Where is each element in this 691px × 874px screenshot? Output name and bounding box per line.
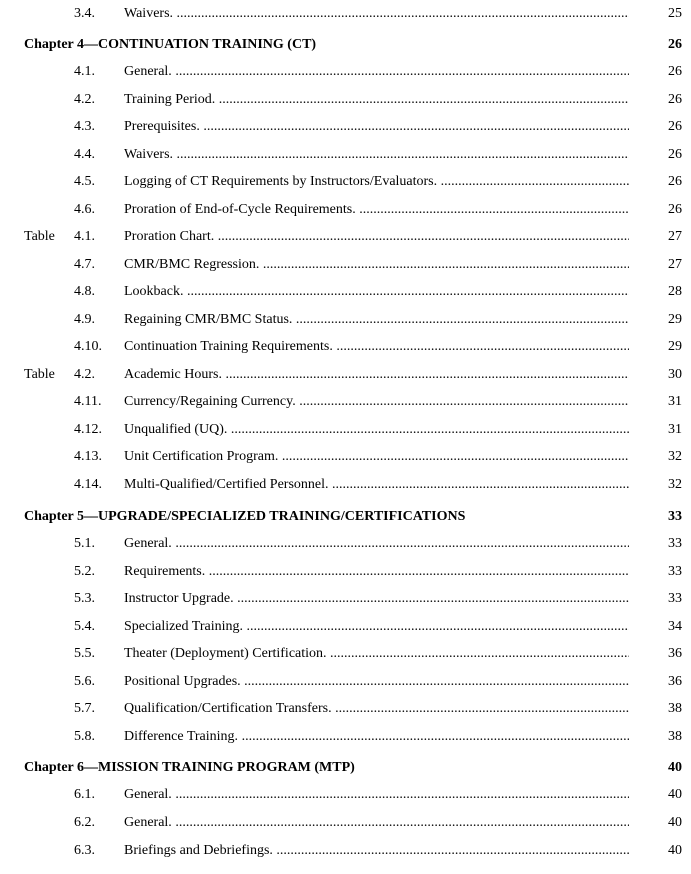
entry-title: Instructor Upgrade. .....: [124, 589, 629, 609]
entry-page: 38: [668, 729, 682, 744]
toc-entry[interactable]: [0, 200, 691, 220]
entry-number: 4.2.: [74, 367, 95, 382]
entry-page: 27: [668, 257, 682, 272]
toc-entry[interactable]: [0, 727, 691, 747]
entry-title: General. .....: [124, 785, 629, 805]
entry-number: 6.3.: [74, 843, 95, 858]
entry-number: 4.13.: [74, 449, 102, 464]
chapter-page: 33: [668, 509, 682, 524]
entry-number: 5.2.: [74, 564, 95, 579]
toc-entry[interactable]: [0, 255, 691, 275]
entry-title: General. .....: [124, 813, 629, 833]
entry-title: General. .....: [124, 534, 629, 554]
entry-page: 33: [668, 591, 682, 606]
chapter-page: 40: [668, 760, 682, 775]
entry-title: Academic Hours. .....: [124, 365, 629, 385]
entry-page: 33: [668, 536, 682, 551]
entry-number: 5.8.: [74, 729, 95, 744]
toc-entry[interactable]: [0, 282, 691, 302]
entry-title: Waivers. .....: [124, 145, 629, 165]
entry-page: 34: [668, 619, 682, 634]
entry-page: 26: [668, 92, 682, 107]
entry-number: 4.3.: [74, 119, 95, 134]
entry-page: 31: [668, 394, 682, 409]
entry-title: Logging of CT Requirements by Instructors/Evaluators. .....: [124, 172, 629, 192]
entry-page: 26: [668, 174, 682, 189]
entry-page: 28: [668, 284, 682, 299]
entry-number: 4.8.: [74, 284, 95, 299]
entry-page: 38: [668, 701, 682, 716]
entry-page: 40: [668, 815, 682, 830]
entry-page: 36: [668, 674, 682, 689]
entry-number: 4.5.: [74, 174, 95, 189]
toc-entry[interactable]: [0, 172, 691, 192]
entry-number: 4.14.: [74, 477, 102, 492]
entry-page: 26: [668, 119, 682, 134]
entry-title: Specialized Training. .....: [124, 617, 629, 637]
toc-entry[interactable]: [0, 90, 691, 110]
chapter-title: Chapter 5—UPGRADE/SPECIALIZED TRAINING/CERTIFICATIONS: [24, 509, 466, 524]
toc-entry[interactable]: [0, 475, 691, 495]
entry-prefix: Table: [24, 367, 55, 382]
chapter-5-heading[interactable]: [0, 507, 691, 527]
entry-number: 4.1.: [74, 64, 95, 79]
entry-title: Waivers. .....: [124, 4, 629, 24]
entry-title: Briefings and Debriefings. .....: [124, 841, 629, 861]
entry-number: 4.11.: [74, 394, 102, 409]
entry-page: 27: [668, 229, 682, 244]
entry-title: Multi-Qualified/Certified Personnel. .....: [124, 475, 629, 495]
entry-page: 29: [668, 339, 682, 354]
toc-entry[interactable]: [0, 841, 691, 861]
entry-page: 32: [668, 477, 682, 492]
toc-entry[interactable]: [0, 420, 691, 440]
entry-page: 29: [668, 312, 682, 327]
entry-number: 4.7.: [74, 257, 95, 272]
entry-number: 4.10.: [74, 339, 102, 354]
toc-entry-3-4[interactable]: [0, 4, 691, 24]
entry-number: 4.12.: [74, 422, 102, 437]
toc-entry[interactable]: [0, 589, 691, 609]
toc-entry[interactable]: [0, 644, 691, 664]
entry-number: 6.1.: [74, 787, 95, 802]
toc-entry[interactable]: [0, 562, 691, 582]
entry-page: 26: [668, 202, 682, 217]
chapter-title: Chapter 4—CONTINUATION TRAINING (CT): [24, 37, 317, 52]
toc-entry[interactable]: [0, 145, 691, 165]
entry-title: Continuation Training Requirements. .....: [124, 337, 629, 357]
toc-entry[interactable]: [0, 62, 691, 82]
toc-entry[interactable]: [0, 785, 691, 805]
entry-number: 3.4.: [74, 6, 95, 21]
entry-title: Positional Upgrades. .....: [124, 672, 629, 692]
entry-page: 26: [668, 147, 682, 162]
toc-entry[interactable]: [0, 117, 691, 137]
toc-entry[interactable]: [0, 392, 691, 412]
entry-page: 26: [668, 64, 682, 79]
entry-page: 25: [668, 6, 682, 21]
entry-title: Prerequisites. .....: [124, 117, 629, 137]
entry-page: 40: [668, 843, 682, 858]
entry-page: 36: [668, 646, 682, 661]
entry-title: General. .....: [124, 62, 629, 82]
entry-number: 4.1.: [74, 229, 95, 244]
entry-title: Unit Certification Program. .....: [124, 447, 629, 467]
entry-page: 33: [668, 564, 682, 579]
toc-entry[interactable]: [0, 672, 691, 692]
toc-entry[interactable]: [0, 447, 691, 467]
entry-number: 4.9.: [74, 312, 95, 327]
entry-title: Lookback. .....: [124, 282, 629, 302]
entry-number: 4.2.: [74, 92, 95, 107]
entry-title: Proration of End-of-Cycle Requirements. .....: [124, 200, 629, 220]
entry-page: 30: [668, 367, 682, 382]
entry-number: 5.7.: [74, 701, 95, 716]
entry-page: 40: [668, 787, 682, 802]
toc-entry[interactable]: [0, 699, 691, 719]
entry-number: 6.2.: [74, 815, 95, 830]
toc-entry[interactable]: [0, 365, 691, 385]
entry-title: Difference Training. .....: [124, 727, 629, 747]
entry-prefix: Table: [24, 229, 55, 244]
toc-entry[interactable]: [0, 227, 691, 247]
entry-number: 5.1.: [74, 536, 95, 551]
entry-title: Proration Chart. .....: [124, 227, 629, 247]
toc-entry[interactable]: [0, 534, 691, 554]
entry-number: 5.4.: [74, 619, 95, 634]
entry-page: 31: [668, 422, 682, 437]
chapter-page: 26: [668, 37, 682, 52]
entry-title: Qualification/Certification Transfers. .....: [124, 699, 629, 719]
entry-title: CMR/BMC Regression. .....: [124, 255, 629, 275]
entry-title: Theater (Deployment) Certification. .....: [124, 644, 629, 664]
chapter-4-heading[interactable]: [0, 35, 691, 55]
entry-title: Regaining CMR/BMC Status. .....: [124, 310, 629, 330]
toc-entry[interactable]: [0, 337, 691, 357]
toc-entry[interactable]: [0, 813, 691, 833]
entry-number: 5.3.: [74, 591, 95, 606]
toc-entry[interactable]: [0, 617, 691, 637]
entry-title: Unqualified (UQ). .....: [124, 420, 629, 440]
entry-title: Currency/Regaining Currency. .....: [124, 392, 629, 412]
entry-number: 4.4.: [74, 147, 95, 162]
toc-entry[interactable]: [0, 310, 691, 330]
entry-number: 4.6.: [74, 202, 95, 217]
chapter-6-heading[interactable]: [0, 758, 691, 778]
entry-page: 32: [668, 449, 682, 464]
entry-number: 5.5.: [74, 646, 95, 661]
entry-title: Requirements. .....: [124, 562, 629, 582]
entry-number: 5.6.: [74, 674, 95, 689]
chapter-title: Chapter 6—MISSION TRAINING PROGRAM (MTP): [24, 760, 355, 775]
entry-title: Training Period. .....: [124, 90, 629, 110]
